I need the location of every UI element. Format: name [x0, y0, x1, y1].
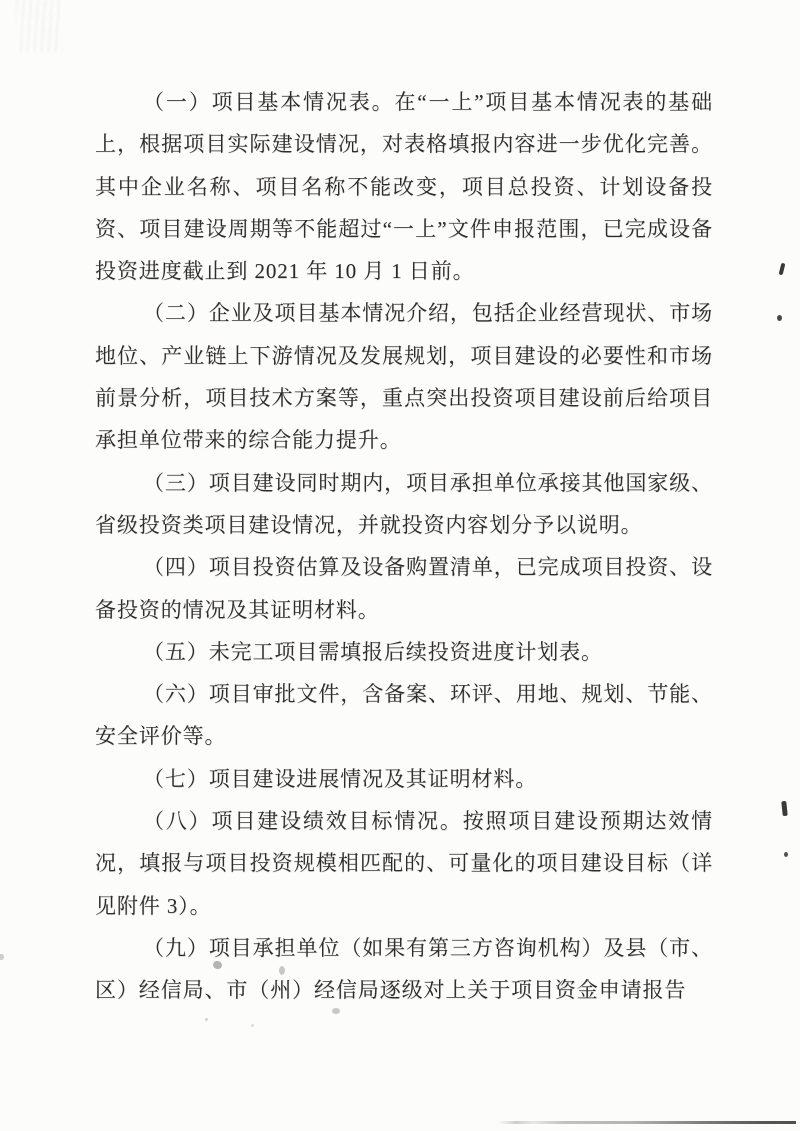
paragraph-item-2: （二）企业及项目基本情况介绍，包括企业经营现状、市场地位、产业链上下游情况及发展规划，项目建设的必要性和市场前景分析，项目技术方案等，重点突出投资项目建设前后给项目承担单位带来的综合能力提升。 [95, 301, 713, 453]
paragraph-item-9: （九）项目承担单位（如果有第三方咨询机构）及县（市、区）经信局、市（州）经信局逐级对上关于项目资金申请报告 [95, 935, 713, 1003]
paragraph-item-4: （四）项目投资估算及设备购置清单，已完成项目投资、设备投资的情况及其证明材料。 [95, 555, 713, 622]
scan-smudge [251, 1024, 254, 1027]
paragraph-item-8: （八）项目建设绩效目标情况。按照项目建设预期达效情况，填报与项目投资规模相匹配的、可量化的项目建设目标（详见附件 3）。 [95, 809, 713, 918]
scan-speck [784, 852, 788, 857]
scan-speck [779, 263, 786, 276]
scan-line-artifact [498, 1121, 796, 1124]
paragraph-item-6: （六）项目审批文件，含备案、环评、用地、规划、节能、安全评价等。 [95, 682, 713, 749]
scan-haze-artifact [16, 0, 62, 52]
paragraph-item-5: （五）未完工项目需填报后续投资进度计划表。 [143, 639, 603, 664]
document-body [95, 81, 713, 1012]
scan-speck [777, 315, 782, 321]
scan-speck [0, 954, 4, 960]
scan-speck [781, 801, 788, 816]
paragraph-item-3: （三）项目建设同时期内，项目承担单位承接其他国家级、省级投资类项目建设情况，并就投资内容划分予以说明。 [95, 470, 713, 537]
paragraph-item-1: （一）项目基本情况表。在“一上”项目基本情况表的基础上，根据项目实际建设情况，对表格填报内容进一步优化完善。其中企业名称、项目名称不能改变，项目总投资、计划设备投资、项目建设周期等不能超过“一上”文件申报范围，已完成设备投资进度截止到 2021 年 10 月 1 日前。 [95, 90, 713, 284]
paragraph-item-7: （七）项目建设进展情况及其证明材料。 [143, 766, 538, 791]
scan-smudge [205, 1018, 208, 1021]
